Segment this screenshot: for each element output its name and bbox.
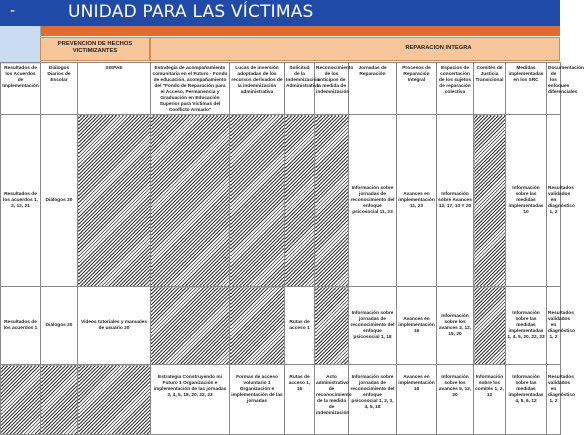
table-cell: Información sobre los avances 3, 12, 15, 20: [437, 287, 474, 365]
table-cell: Resultados de los acuerdos 1, 2, 12, 21: [1, 115, 41, 287]
table-cell: Resultados de los acuerdos 1: [1, 287, 41, 365]
corner-cell: [0, 26, 41, 64]
table-cell: Diálogos 20: [41, 287, 78, 365]
table-cell: Rutas de acceso 1, 16: [285, 365, 315, 435]
hatched-cell: [285, 115, 315, 287]
column-header: Comités de Justicia Transicional: [474, 63, 506, 115]
column-header: Procesos de Reparación Integral: [397, 63, 437, 115]
table-row: [1, 287, 561, 365]
table-cell: Acto administrativo de reconocimiento de la medida de indemnización: [315, 365, 349, 435]
hatched-cell: [315, 287, 349, 365]
table-cell: Rutas de acceso 1: [285, 287, 315, 365]
group-header-reparacion: [150, 37, 560, 61]
hatched-cell: [1, 365, 41, 435]
hatched-cell: [151, 287, 230, 365]
table-cell: Diálogos 20: [41, 115, 78, 287]
hatched-cell: [41, 365, 78, 435]
table-cell: Información sobre jornadas de reconocimiento del enfoque psicosocial 11, 23: [349, 115, 397, 287]
table-cell: Resultados validados en diagnóstico 1, 2: [547, 115, 561, 287]
group-header-prevencion: [40, 37, 150, 61]
table-cell: Información sobre Avances 12, 17, 13 Y 20: [437, 115, 474, 287]
group-header-reparacion-label: REPARACION INTEGRA: [405, 45, 472, 51]
table-cell: Información sobre los avances 5, 12, 20: [437, 365, 474, 435]
table-cell: Resultados validados en diagnóstico 1, 2: [547, 365, 561, 435]
column-header: Documentación de los enfoques diferenciales: [547, 63, 561, 115]
column-header: Medidas implementadas en los SRC: [506, 63, 547, 115]
table-cell: Avances en implementación 16: [397, 287, 437, 365]
table-cell: Información sobre las medidas implementadas 4, 5, 6, 12: [506, 365, 547, 435]
table-row: [1, 115, 561, 287]
column-header: SISPAE: [78, 63, 151, 115]
column-header: Jornadas de Reparación: [349, 63, 397, 115]
hatched-cell: [78, 115, 151, 287]
hatched-cell: [230, 287, 285, 365]
column-header: Reconocimiento de los anticipos de la medida de indemnización: [315, 63, 349, 115]
title-bar: [0, 0, 560, 26]
table-cell: Información sobre jornadas de reconocimiento del enfoque psicosocial 1, 18: [349, 287, 397, 365]
table-cell: Videos tutoriales y manuales de usuario 20: [78, 287, 151, 365]
table-cell: Avances en implementación 16: [397, 365, 437, 435]
column-header-row: [1, 63, 561, 115]
hatched-cell: [474, 115, 506, 287]
column-header: Estrategia de acompañamiento comunitaria en el Futuro - Fondo de educación, acompañamiento del "Fondo de Reparación para el Acceso, Permanencia y Graduación en Educación Superior para Víctimas del Conflicto Armado": [151, 63, 230, 115]
hatched-cell: [151, 115, 230, 287]
table-cell: Formas de acceso voluntario 1 Organización e implementación de las jornadas: [230, 365, 285, 435]
group-header-prevencion-label: PREVENCION DE HECHOS VICTIMIZANTES: [57, 41, 133, 54]
hatched-cell: [315, 115, 349, 287]
column-header: Diálogos Diarios de Escolar: [41, 63, 78, 115]
page-title: UNIDAD PARA LAS VÍCTIMAS: [68, 2, 314, 22]
table-cell: Información sobre las medidas implementadas 10: [506, 115, 547, 287]
table-cell: Resultados validados en diagnóstico 1, 2: [547, 287, 561, 365]
hatched-cell: [78, 365, 151, 435]
table-cell: Avances en implementación 11, 23: [397, 115, 437, 287]
column-header: Lucas de inversión adoptadas de los recursos derivados de la indemnización administrativa: [230, 63, 285, 115]
hatched-cell: [230, 115, 285, 287]
table-cell: Información sobre las medidas implementadas 1, 4, 5, 20, 22, 23: [506, 287, 547, 365]
column-header: Resultados de los Acuerdos de Implementación: [1, 63, 41, 115]
hatched-cell: [474, 287, 506, 365]
table-row: [1, 365, 561, 435]
matrix-table: [0, 62, 584, 435]
table-cell: Estrategia Construyendo mi Futuro 1 Organización e implementación de las jornadas 3, 4, 5, 18, 20, 22, 23: [151, 365, 230, 435]
table-cell: Información sobre los comités 1, 2, 12: [474, 365, 506, 435]
title-dash: -: [10, 3, 16, 19]
column-header: Solicitud de la Indemnización Administrativa: [285, 63, 315, 115]
column-header: Espacios de concertación de los sujetos de reparación colectiva: [437, 63, 474, 115]
header-orange-strip: [0, 26, 560, 36]
table-cell: Información sobre jornadas de reconocimiento del enfoque psicosocial 1, 2, 3, 4, 5, 18: [349, 365, 397, 435]
